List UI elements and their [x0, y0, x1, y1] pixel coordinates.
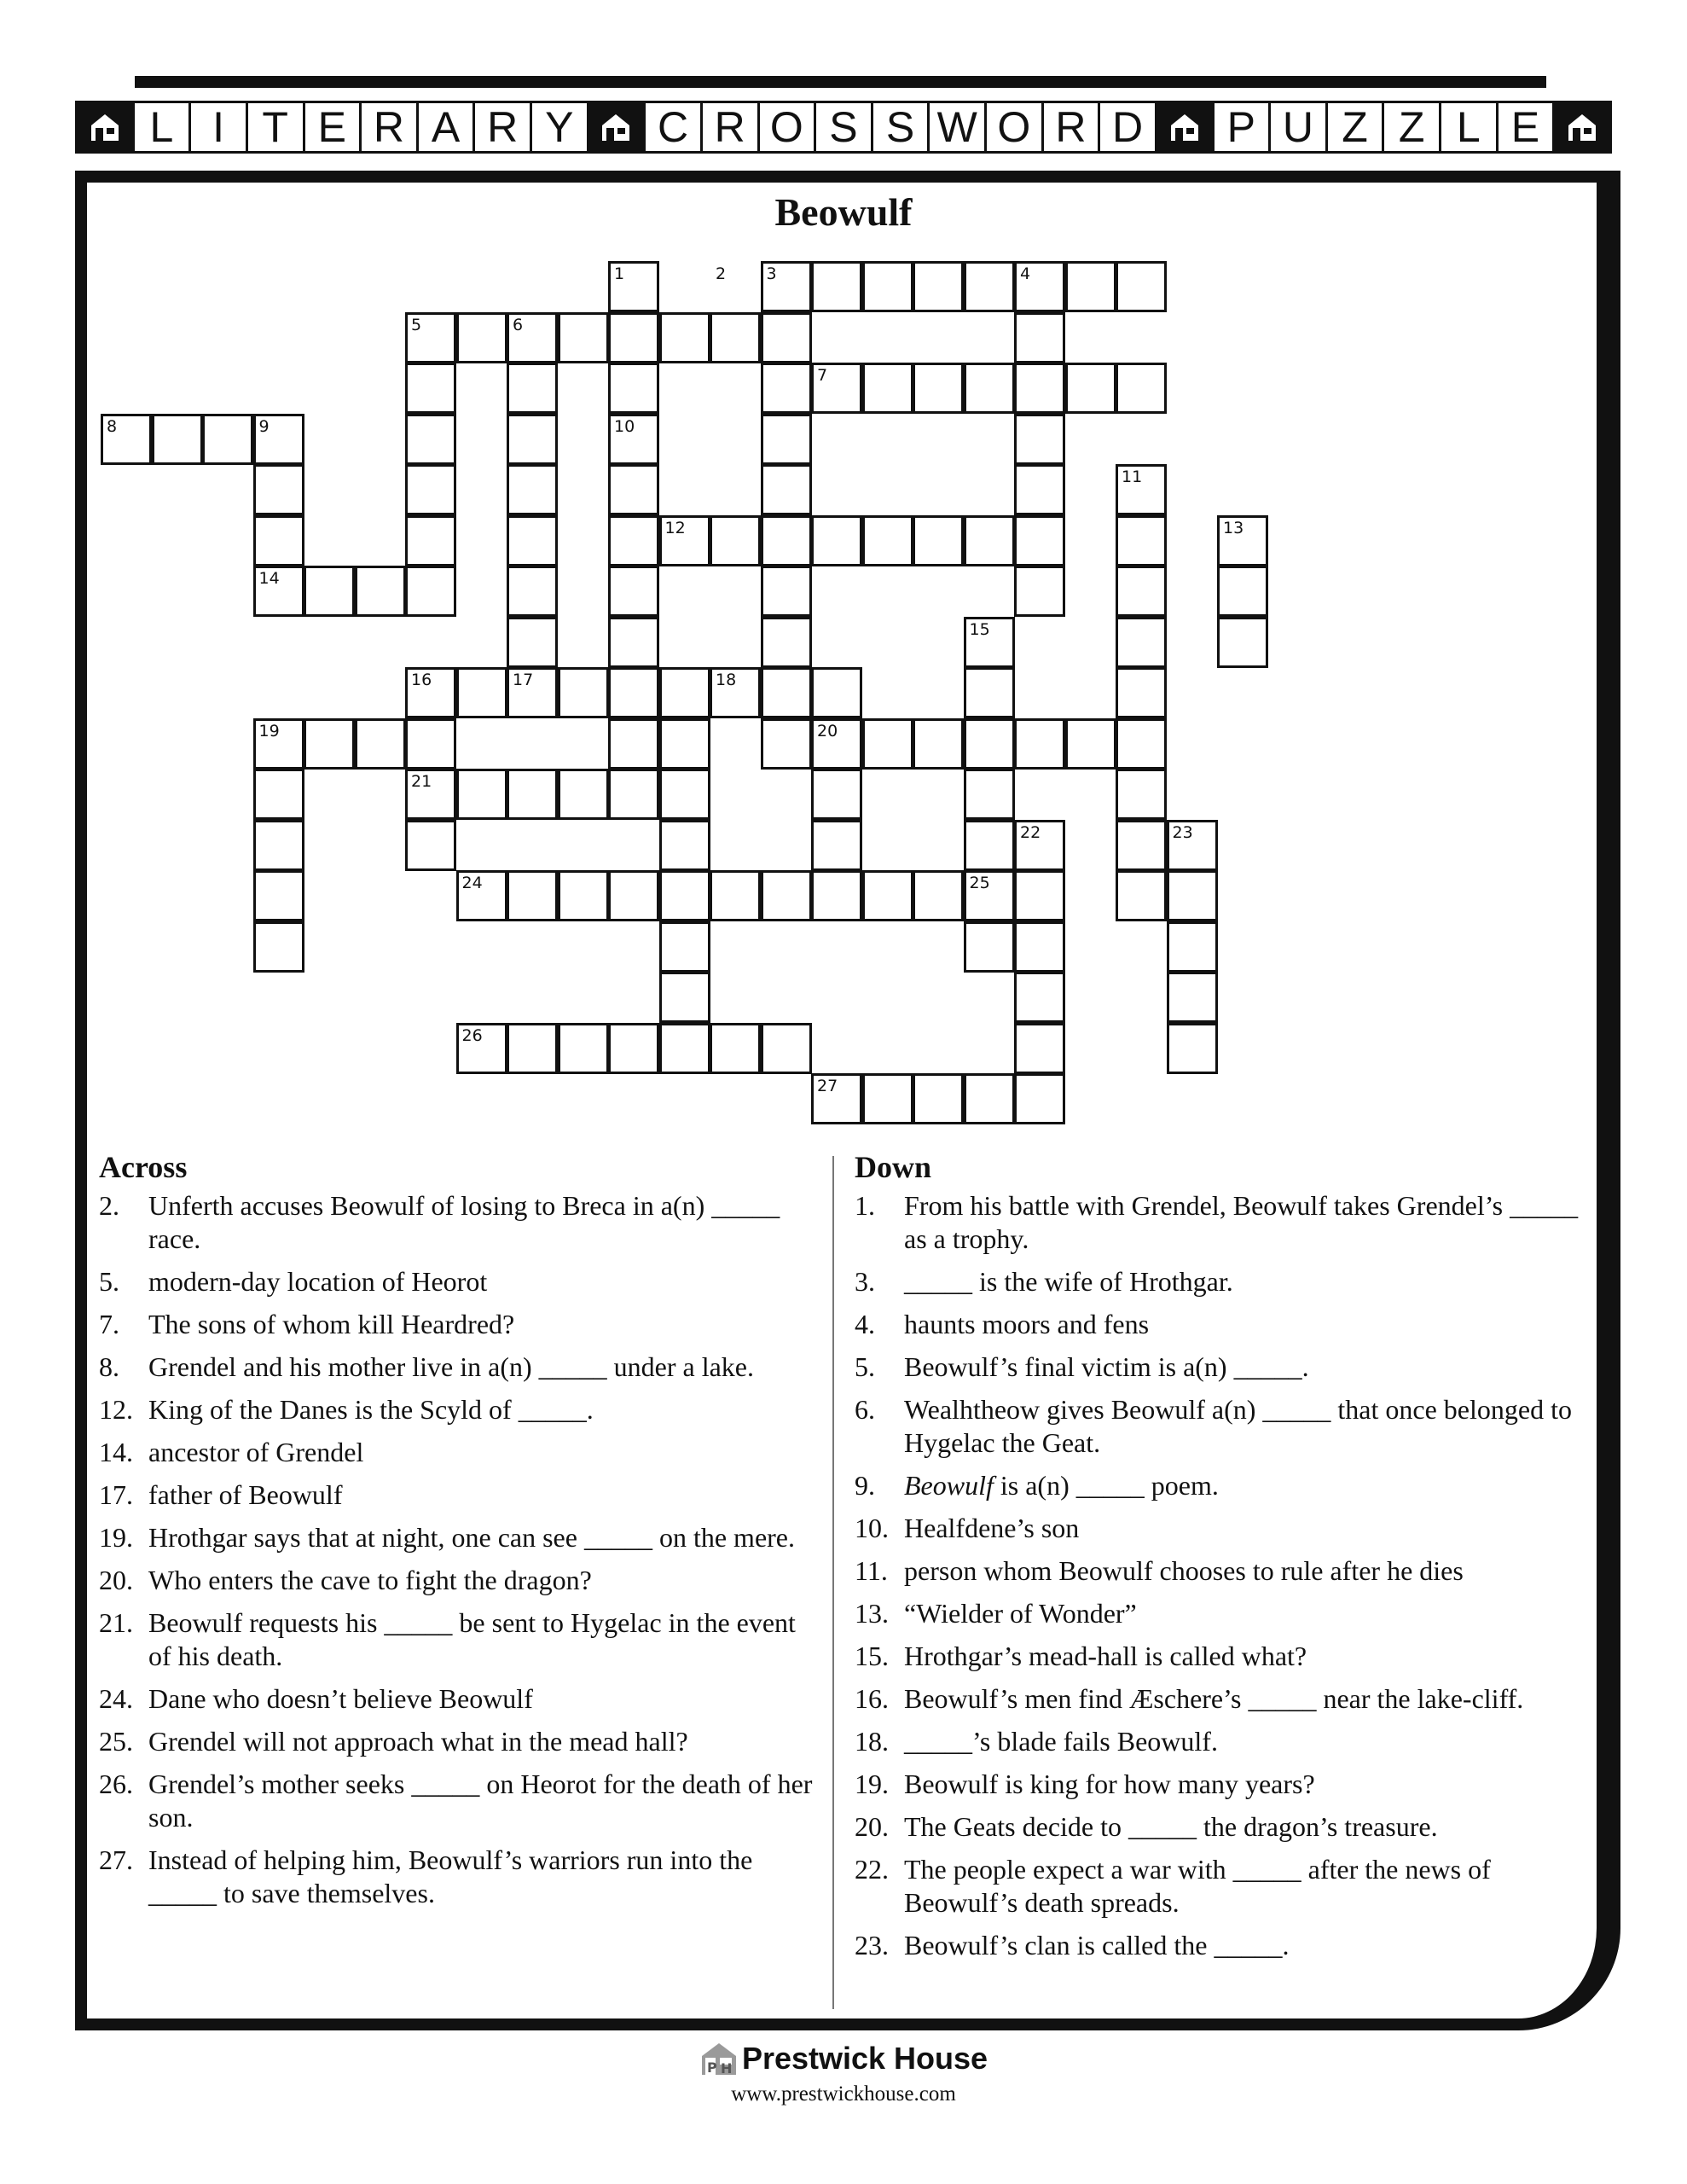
clue-item-text: “Wielder of Wonder”: [904, 1598, 1137, 1629]
clue-number: 12: [664, 518, 686, 537]
grid-square[interactable]: [608, 769, 659, 820]
grid-square[interactable]: [405, 566, 456, 617]
clue-item-number: 9.: [855, 1470, 875, 1501]
clue-item-number: 19.: [99, 1522, 133, 1553]
grid-square[interactable]: [761, 617, 812, 668]
clue-item: [99, 1393, 815, 1426]
clue-number: 17: [513, 671, 534, 689]
clue-item-text: Grendel’s mother seeks _____ on Heorot for the death of her son.: [148, 1769, 813, 1833]
clue-number: 24: [461, 874, 483, 892]
grid-square[interactable]: [1065, 718, 1116, 770]
clue-number: 3: [766, 264, 777, 283]
clue-item: [99, 1844, 815, 1910]
clue-item-number: 13.: [855, 1598, 889, 1629]
grid-square[interactable]: [761, 515, 812, 566]
clue-item: [855, 1682, 1588, 1716]
grid-square[interactable]: [710, 870, 761, 921]
grid-square[interactable]: [862, 718, 913, 770]
clue-item-text: The people expect a war with _____ after the news of Beowulf’s death spreads.: [904, 1854, 1491, 1918]
clue-item-number: 5.: [855, 1351, 875, 1382]
clue-item-text: haunts moors and fens: [904, 1309, 1150, 1339]
grid-square[interactable]: [913, 1073, 964, 1124]
grid-square[interactable]: [659, 1023, 710, 1074]
grid-square[interactable]: [253, 870, 304, 921]
clue-item: [855, 1393, 1588, 1460]
clue-item: [99, 1350, 815, 1384]
grid-square[interactable]: [507, 464, 558, 515]
clue-item: [855, 1469, 1588, 1502]
grid-square[interactable]: [710, 312, 761, 363]
clue-number: 16: [411, 671, 432, 689]
grid-square[interactable]: [964, 363, 1015, 414]
clue-number: 26: [461, 1025, 483, 1045]
banner-letter: D: [1100, 103, 1157, 151]
clue-number: 4: [1020, 264, 1031, 283]
clue-item-text: Beowulf is king for how many years?: [904, 1769, 1315, 1799]
grid-square[interactable]: [253, 464, 304, 515]
grid-square[interactable]: [1014, 464, 1065, 515]
clue-item: [855, 1725, 1588, 1758]
grid-square[interactable]: [964, 769, 1015, 820]
grid-square[interactable]: [405, 363, 456, 414]
puzzle-title: Beowulf: [774, 190, 913, 234]
clue-italic-title: Beowulf: [904, 1470, 994, 1501]
clue-item-number: 25.: [99, 1726, 133, 1757]
grid-square[interactable]: [659, 870, 710, 921]
clue-number: 23: [1172, 822, 1193, 842]
clue-item: [855, 1640, 1588, 1673]
clue-number: 20: [817, 721, 838, 741]
banner-letter: R: [1044, 103, 1101, 151]
clue-item-number: 7.: [99, 1309, 119, 1339]
grid-square[interactable]: [811, 820, 862, 871]
clue-item-text: Healfdene’s son: [904, 1513, 1080, 1543]
grid-square[interactable]: [761, 718, 812, 770]
banner-letter: E: [305, 103, 362, 151]
banner-letter: L: [1441, 103, 1499, 151]
grid-square[interactable]: [659, 312, 710, 363]
clue-number: 21: [411, 772, 432, 791]
grid-square[interactable]: [862, 515, 913, 566]
grid-square[interactable]: [811, 515, 862, 566]
banner-letter: E: [1499, 103, 1556, 151]
clue-number: 11: [1122, 468, 1143, 486]
clue-item: [99, 1436, 815, 1469]
grid-square[interactable]: [456, 667, 507, 718]
grid-square[interactable]: [913, 363, 964, 414]
clue-item-number: 3.: [855, 1266, 875, 1297]
clue-item-text: The sons of whom kill Heardred?: [148, 1309, 515, 1339]
grid-square[interactable]: [1065, 363, 1116, 414]
brand-name: Prestwick House: [741, 2041, 988, 2076]
clue-number: 10: [614, 416, 635, 436]
grid-square[interactable]: [608, 515, 659, 566]
clue-item-number: 26.: [99, 1769, 133, 1799]
clue-number: 1: [614, 264, 625, 283]
grid-square[interactable]: [608, 1023, 659, 1074]
clue-item-text: Hrothgar says that at night, one can see _____ on the mere.: [148, 1522, 795, 1553]
banner-letter: T: [248, 103, 305, 151]
grid-square[interactable]: [1116, 870, 1167, 921]
grid-square[interactable]: [964, 1073, 1015, 1124]
grid-square[interactable]: [1065, 261, 1116, 312]
grid-square[interactable]: [608, 363, 659, 414]
grid-square[interactable]: [659, 667, 710, 718]
clue-item-rest: is a(n) _____ poem.: [1000, 1470, 1219, 1501]
grid-square[interactable]: [761, 312, 812, 363]
across-heading: Across: [99, 1150, 188, 1184]
clue-divider: [832, 1156, 834, 2009]
grid-square[interactable]: [608, 464, 659, 515]
clue-number: 27: [817, 1077, 838, 1095]
banner-letter: L: [135, 103, 192, 151]
clue-item-number: 27.: [99, 1844, 133, 1875]
clue-item: [99, 1564, 815, 1597]
grid-square[interactable]: [1014, 972, 1065, 1023]
grid-square[interactable]: [507, 515, 558, 566]
grid-square[interactable]: [456, 769, 507, 820]
grid-square[interactable]: [761, 464, 812, 515]
clue-number: 9: [258, 416, 270, 436]
clue-item-text: Grendel and his mother live in a(n) _____ under a lake.: [148, 1351, 754, 1382]
grid-square[interactable]: [608, 718, 659, 770]
clue-item-text: Beowulf’s final victim is a(n) _____.: [904, 1351, 1309, 1382]
grid-square[interactable]: [405, 718, 456, 770]
clue-item: [99, 1768, 815, 1834]
banner-letter: W: [930, 103, 987, 151]
down-clues: [855, 1148, 1588, 1972]
grid-square[interactable]: [405, 414, 456, 465]
clue-number: 6: [513, 315, 524, 334]
banner-letter: Z: [1328, 103, 1385, 151]
grid-square[interactable]: [811, 667, 862, 718]
clue-item-text: modern-day location of Heorot: [148, 1266, 488, 1297]
clue-item-number: 14.: [99, 1437, 133, 1467]
clue-item-text: father of Beowulf: [148, 1479, 343, 1510]
grid-square[interactable]: [1116, 820, 1167, 871]
clue-item: [99, 1265, 815, 1298]
clue-item: [855, 1810, 1588, 1844]
grid-square[interactable]: [1167, 972, 1218, 1023]
clue-item-text: Hrothgar’s mead-hall is called what?: [904, 1641, 1307, 1671]
clue-item-number: 18.: [855, 1726, 889, 1757]
grid-square[interactable]: [1014, 312, 1065, 363]
grid-square[interactable]: [761, 414, 812, 465]
grid-square[interactable]: [1014, 1073, 1065, 1124]
svg-text:H: H: [720, 2060, 733, 2077]
down-heading: Down: [855, 1150, 932, 1184]
clue-item: [99, 1521, 815, 1554]
grid-square[interactable]: [1014, 414, 1065, 465]
grid-square[interactable]: [659, 921, 710, 973]
clue-item: [855, 1308, 1588, 1341]
grid-square[interactable]: [1116, 261, 1167, 312]
grid-square[interactable]: [253, 921, 304, 973]
clue-item-number: 24.: [99, 1683, 133, 1714]
grid-square[interactable]: [964, 667, 1015, 718]
grid-square[interactable]: [659, 769, 710, 820]
clue-number: 18: [716, 671, 737, 689]
grid-square[interactable]: [811, 870, 862, 921]
clue-item: [855, 1512, 1588, 1545]
grid-square[interactable]: [507, 617, 558, 668]
grid-square[interactable]: [507, 363, 558, 414]
grid-square[interactable]: [964, 921, 1015, 973]
clue-item-text: Dane who doesn’t believe Beowulf: [148, 1683, 533, 1714]
clue-item: [99, 1189, 815, 1256]
grid-square[interactable]: [558, 667, 609, 718]
clue-item-text: Beowulf’s men find Æschere’s _____ near the lake-cliff.: [904, 1683, 1524, 1714]
clue-number: 22: [1020, 822, 1041, 842]
grid-square[interactable]: [1014, 515, 1065, 566]
grid-square[interactable]: [608, 667, 659, 718]
grid-square[interactable]: [659, 718, 710, 770]
brand-logo: [699, 2041, 988, 2077]
grid-square[interactable]: [1167, 870, 1218, 921]
grid-square[interactable]: [1014, 363, 1065, 414]
grid-square[interactable]: [811, 769, 862, 820]
clue-number: 15: [969, 619, 990, 639]
grid-square[interactable]: [659, 820, 710, 871]
banner-letter: P: [1215, 103, 1272, 151]
clue-item: [99, 1308, 815, 1341]
website-url: www.prestwickhouse.com: [731, 2082, 956, 2106]
grid-square[interactable]: [608, 312, 659, 363]
clue-item-text: Wealhtheow gives Beowulf a(n) _____ that once belonged to Hygelac the Geat.: [904, 1394, 1572, 1458]
clue-item-number: 20.: [855, 1811, 889, 1842]
grid-square[interactable]: [862, 261, 913, 312]
grid-square[interactable]: [913, 718, 964, 770]
grid-square[interactable]: [558, 870, 609, 921]
clue-item-number: 2.: [99, 1190, 119, 1221]
clue-item-number: 16.: [855, 1683, 889, 1714]
across-clue-list: [99, 1189, 815, 1910]
grid-square[interactable]: [862, 870, 913, 921]
clue-item-number: 5.: [99, 1266, 119, 1297]
grid-square[interactable]: [355, 718, 406, 770]
banner-letter: R: [362, 103, 419, 151]
grid-square[interactable]: [1014, 566, 1065, 617]
clue-item-number: 1.: [855, 1190, 875, 1221]
prestwick-house-logo-icon: [699, 2041, 739, 2077]
grid-square[interactable]: [1014, 870, 1065, 921]
clue-item-text: Grendel will not approach what in the mead hall?: [148, 1726, 688, 1757]
grid-square[interactable]: [1116, 769, 1167, 820]
grid-square[interactable]: [761, 566, 812, 617]
clue-item: [99, 1682, 815, 1716]
clue-item-number: 21.: [99, 1607, 133, 1638]
banner-letter: R: [703, 103, 760, 151]
banner-letter: I: [191, 103, 248, 151]
clue-item-number: 15.: [855, 1641, 889, 1671]
clue-item: [855, 1768, 1588, 1801]
clue-item-number: 17.: [99, 1479, 133, 1510]
clue-item-number: 12.: [99, 1394, 133, 1425]
banner-letter: R: [475, 103, 532, 151]
grid-square[interactable]: [964, 820, 1015, 871]
clue-item-text: From his battle with Grendel, Beowulf takes Grendel’s _____ as a trophy.: [904, 1190, 1579, 1254]
across-clues: [99, 1148, 815, 1920]
banner-letter: O: [760, 103, 817, 151]
grid-square[interactable]: [811, 261, 862, 312]
clue-number: 14: [258, 569, 280, 588]
grid-square[interactable]: [608, 617, 659, 668]
clue-item-text: King of the Danes is the Scyld of _____.: [148, 1394, 594, 1425]
clue-item: [99, 1725, 815, 1758]
clue-item: [855, 1189, 1588, 1256]
clue-item-text: person whom Beowulf chooses to rule after he dies: [904, 1555, 1464, 1586]
banner-letter: A: [419, 103, 476, 151]
grid-square[interactable]: [405, 464, 456, 515]
clue-item-number: 20.: [99, 1565, 133, 1595]
banner-letter: S: [873, 103, 930, 151]
banner-letter: Y: [532, 103, 589, 151]
grid-square[interactable]: [304, 566, 355, 617]
clue-item-text: [904, 1469, 1588, 1502]
grid-square[interactable]: [659, 972, 710, 1023]
grid-square[interactable]: [202, 414, 253, 465]
clue-item: [99, 1478, 815, 1512]
clue-item-number: 6.: [855, 1394, 875, 1425]
grid-square[interactable]: [761, 363, 812, 414]
banner-letter: U: [1271, 103, 1328, 151]
grid-square[interactable]: [1116, 718, 1167, 770]
clue-item-number: 8.: [99, 1351, 119, 1382]
clue-item: [855, 1554, 1588, 1588]
grid-square[interactable]: [507, 1023, 558, 1074]
grid-square[interactable]: [1014, 1023, 1065, 1074]
grid-square[interactable]: [761, 1023, 812, 1074]
clue-item-number: 11.: [855, 1555, 888, 1586]
clue-item-number: 4.: [855, 1309, 875, 1339]
svg-text:P: P: [706, 2059, 717, 2076]
clue-number: 25: [969, 874, 990, 892]
grid-square[interactable]: [405, 820, 456, 871]
grid-square[interactable]: [253, 820, 304, 871]
grid-square[interactable]: [558, 312, 609, 363]
grid-square[interactable]: [1116, 667, 1167, 718]
grid-square[interactable]: [608, 870, 659, 921]
grid-square[interactable]: [761, 667, 812, 718]
grid-square[interactable]: [405, 515, 456, 566]
clue-item-text: _____’s blade fails Beowulf.: [904, 1726, 1218, 1757]
grid-square[interactable]: [1217, 617, 1268, 668]
grid-square[interactable]: [253, 769, 304, 820]
clue-item: [855, 1350, 1588, 1384]
banner-letter: S: [816, 103, 873, 151]
clue-item: [855, 1853, 1588, 1920]
clue-item-text: Instead of helping him, Beowulf’s warriors run into the _____ to save themselves.: [148, 1844, 753, 1908]
grid-square[interactable]: [761, 870, 812, 921]
clue-item-number: 23.: [855, 1930, 889, 1960]
banner-letter: O: [987, 103, 1044, 151]
clue-item-text: Who enters the cave to fight the dragon?: [148, 1565, 592, 1595]
grid-square[interactable]: [913, 261, 964, 312]
footer-logo: [0, 2041, 1687, 2106]
grid-square[interactable]: [507, 566, 558, 617]
clue-number: 5: [411, 315, 422, 334]
clue-item-text: The Geats decide to _____ the dragon’s treasure.: [904, 1811, 1438, 1842]
banner-letter: C: [646, 103, 703, 151]
grid-square[interactable]: [1116, 617, 1167, 668]
grid-square[interactable]: [1014, 718, 1065, 770]
clue-number: 8: [107, 416, 118, 436]
grid-square[interactable]: [1167, 921, 1218, 973]
clue-item: [855, 1929, 1588, 1962]
banner-letter: Z: [1384, 103, 1441, 151]
grid-square[interactable]: [253, 515, 304, 566]
clue-item-text: Beowulf requests his _____ be sent to Hygelac in the event of his death.: [148, 1607, 796, 1671]
grid-square[interactable]: [1116, 515, 1167, 566]
grid-square[interactable]: [862, 1073, 913, 1124]
clue-item-number: 19.: [855, 1769, 889, 1799]
grid-square[interactable]: [964, 261, 1015, 312]
clue-item-text: Unferth accuses Beowulf of losing to Breca in a(n) _____ race.: [148, 1190, 780, 1254]
grid-square[interactable]: [507, 769, 558, 820]
grid-square[interactable]: [608, 566, 659, 617]
grid-square[interactable]: [558, 1023, 609, 1074]
grid-square[interactable]: [355, 566, 406, 617]
grid-square[interactable]: [862, 363, 913, 414]
grid-square[interactable]: [913, 870, 964, 921]
grid-square[interactable]: [152, 414, 203, 465]
grid-square[interactable]: [456, 312, 507, 363]
grid-square[interactable]: [1167, 1023, 1218, 1074]
clue-item: [855, 1597, 1588, 1630]
clue-item-number: 10.: [855, 1513, 889, 1543]
grid-square[interactable]: [1217, 566, 1268, 617]
grid-square[interactable]: [913, 515, 964, 566]
clue-item-number: 22.: [855, 1854, 889, 1885]
grid-square[interactable]: [507, 414, 558, 465]
grid-square[interactable]: [964, 515, 1015, 566]
clue-item-text: ancestor of Grendel: [148, 1437, 364, 1467]
clue-number: 2: [716, 264, 727, 283]
clue-item: [855, 1265, 1588, 1298]
grid-square[interactable]: [558, 769, 609, 820]
grid-square[interactable]: [1116, 363, 1167, 414]
grid-square[interactable]: [1014, 921, 1065, 973]
clue-number: 13: [1223, 518, 1244, 537]
clue-number: 7: [817, 366, 828, 385]
clue-item-text: _____ is the wife of Hrothgar.: [904, 1266, 1233, 1297]
clue-number: 19: [258, 721, 280, 741]
grid-square[interactable]: [710, 1023, 761, 1074]
grid-square[interactable]: [964, 718, 1015, 770]
grid-square[interactable]: [1116, 566, 1167, 617]
grid-square[interactable]: [710, 515, 761, 566]
grid-square[interactable]: [304, 718, 355, 770]
clue-item-text: Beowulf’s clan is called the _____.: [904, 1930, 1290, 1960]
grid-square[interactable]: [507, 870, 558, 921]
down-clue-list: [855, 1189, 1588, 1962]
clue-item: [99, 1606, 815, 1673]
